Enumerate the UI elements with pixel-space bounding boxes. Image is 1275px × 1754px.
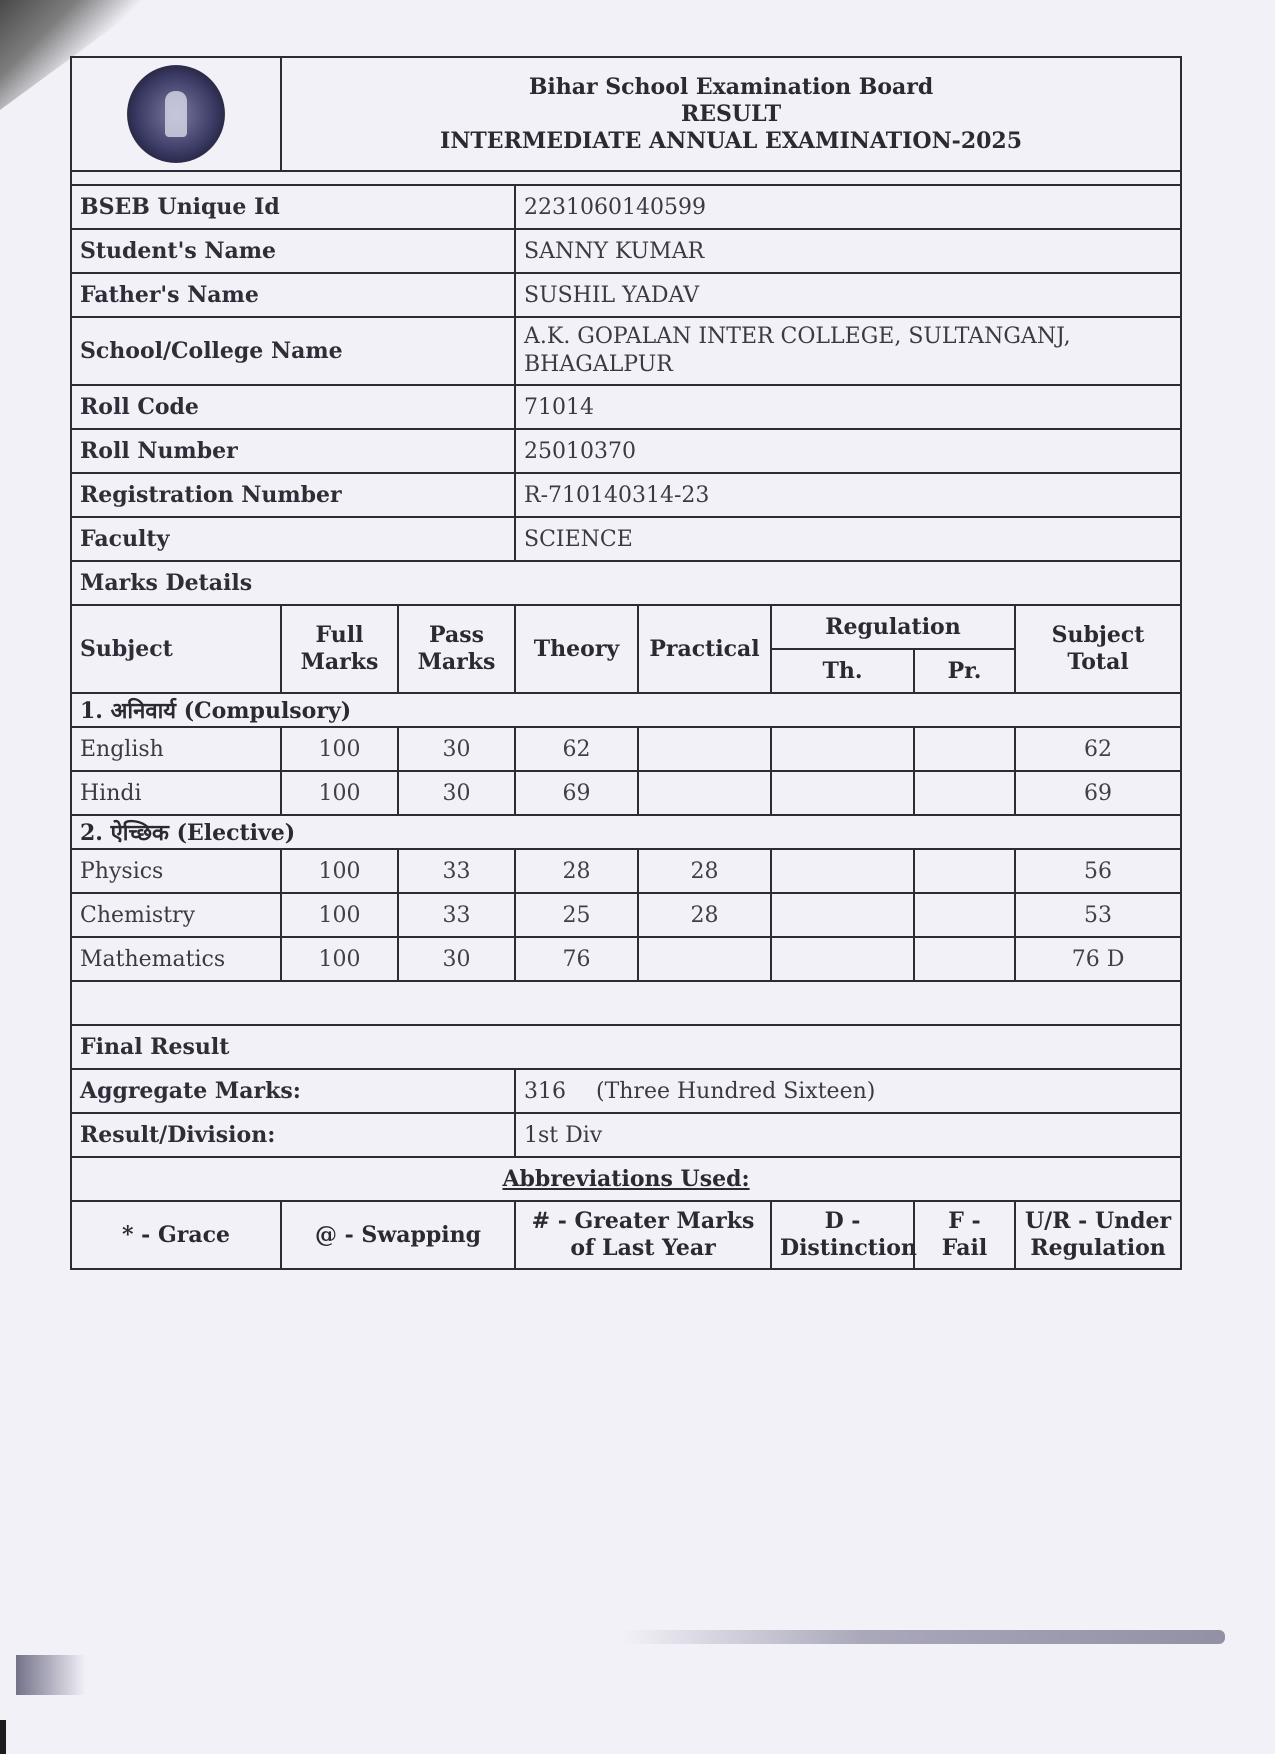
row-unique-id [71, 185, 1181, 229]
school-value: A.K. GOPALAN INTER COLLEGE, SULTANGANJ, BHAGALPUR [515, 317, 1181, 385]
theory-marks: 76 [515, 937, 638, 981]
reg-pr [914, 893, 1015, 937]
pass-marks: 30 [398, 937, 515, 981]
abbr-under-regulation: U/R - Under Regulation [1015, 1201, 1181, 1269]
group-compulsory [71, 693, 1181, 727]
row-student-name [71, 229, 1181, 273]
aggregate-value-cell [515, 1069, 1181, 1113]
practical-marks: 28 [638, 893, 771, 937]
subject-total: 62 [1015, 727, 1181, 771]
col-full-marks: Full Marks [281, 605, 398, 693]
practical-marks [638, 937, 771, 981]
theory-marks: 28 [515, 849, 638, 893]
full-marks: 100 [281, 893, 398, 937]
row-roll-code [71, 385, 1181, 429]
result-title: RESULT [680, 100, 782, 127]
father-name-label: Father's Name [71, 273, 515, 317]
bseb-seal-icon [127, 65, 225, 163]
scan-smudge-left [16, 1655, 86, 1695]
pass-marks: 30 [398, 771, 515, 815]
practical-marks [638, 727, 771, 771]
subject-name: Mathematics [71, 937, 281, 981]
row-division [71, 1113, 1181, 1157]
reg-th [771, 849, 914, 893]
table-row [71, 893, 1181, 937]
division-value: 1st Div [515, 1113, 1181, 1157]
result-sheet [70, 56, 1182, 1270]
marks-header-row-1 [71, 605, 1181, 649]
student-name-value: SANNY KUMAR [515, 229, 1181, 273]
final-result-label: Final Result [71, 1025, 1181, 1069]
reg-th [771, 771, 914, 815]
board-name: Bihar School Examination Board [528, 73, 934, 100]
unique-id-label: BSEB Unique Id [71, 185, 515, 229]
row-registration [71, 473, 1181, 517]
aggregate-words: (Three Hundred Sixteen) [596, 1078, 876, 1104]
abbr-grace: * - Grace [71, 1201, 281, 1269]
subject-total: 76 D [1015, 937, 1181, 981]
unique-id-value: 2231060140599 [515, 185, 1181, 229]
row-school [71, 317, 1181, 385]
logo-cell [71, 57, 281, 171]
subject-name: Chemistry [71, 893, 281, 937]
pass-marks: 33 [398, 849, 515, 893]
subject-total: 56 [1015, 849, 1181, 893]
faculty-label: Faculty [71, 517, 515, 561]
row-abbreviations-title [71, 1157, 1181, 1201]
full-marks: 100 [281, 771, 398, 815]
abbr-fail: F - Fail [914, 1201, 1015, 1269]
table-row [71, 727, 1181, 771]
faculty-value: SCIENCE [515, 517, 1181, 561]
reg-th [771, 937, 914, 981]
registration-label: Registration Number [71, 473, 515, 517]
full-marks: 100 [281, 937, 398, 981]
reg-th [771, 727, 914, 771]
row-father-name [71, 273, 1181, 317]
col-reg-pr: Pr. [914, 649, 1015, 693]
col-reg-th: Th. [771, 649, 914, 693]
practical-marks [638, 771, 771, 815]
abbreviations-row [71, 1201, 1181, 1269]
reg-pr [914, 727, 1015, 771]
aggregate-label: Aggregate Marks: [71, 1069, 515, 1113]
full-marks: 100 [281, 849, 398, 893]
roll-number-value: 25010370 [515, 429, 1181, 473]
col-subject: Subject [71, 605, 281, 693]
theory-marks: 62 [515, 727, 638, 771]
pass-marks: 30 [398, 727, 515, 771]
row-aggregate [71, 1069, 1181, 1113]
reg-th [771, 893, 914, 937]
col-subject-total: Subject Total [1015, 605, 1181, 693]
subject-total: 69 [1015, 771, 1181, 815]
pass-marks: 33 [398, 893, 515, 937]
reg-pr [914, 771, 1015, 815]
header-title [281, 57, 1181, 171]
elective-label: 2. ऐच्छिक (Elective) [71, 815, 1181, 849]
reg-pr [914, 849, 1015, 893]
row-faculty [71, 517, 1181, 561]
theory-marks: 69 [515, 771, 638, 815]
header-row [71, 57, 1181, 171]
spacer-row [71, 171, 1181, 185]
group-elective [71, 815, 1181, 849]
col-theory: Theory [515, 605, 638, 693]
roll-code-value: 71014 [515, 385, 1181, 429]
abbr-distinction: D - Distinction [771, 1201, 914, 1269]
exam-name: INTERMEDIATE ANNUAL EXAMINATION-2025 [440, 127, 1023, 154]
aggregate-value: 316 [524, 1078, 566, 1104]
registration-value: R-710140314-23 [515, 473, 1181, 517]
reg-pr [914, 937, 1015, 981]
subject-name: Hindi [71, 771, 281, 815]
division-label: Result/Division: [71, 1113, 515, 1157]
col-practical: Practical [638, 605, 771, 693]
subject-total: 53 [1015, 893, 1181, 937]
table-row [71, 849, 1181, 893]
compulsory-label: 1. अनिवार्य (Compulsory) [71, 693, 1181, 727]
empty-row [71, 981, 1181, 1025]
roll-number-label: Roll Number [71, 429, 515, 473]
theory-marks: 25 [515, 893, 638, 937]
roll-code-label: Roll Code [71, 385, 515, 429]
abbr-greater-marks: # - Greater Marks of Last Year [515, 1201, 771, 1269]
abbreviations-title-cell [71, 1157, 1181, 1201]
full-marks: 100 [281, 727, 398, 771]
abbr-swapping: @ - Swapping [281, 1201, 515, 1269]
subject-name: Physics [71, 849, 281, 893]
student-name-label: Student's Name [71, 229, 515, 273]
scan-smudge [620, 1630, 1225, 1644]
subject-name: English [71, 727, 281, 771]
table-row [71, 937, 1181, 981]
abbreviations-title: Abbreviations Used: [502, 1166, 750, 1192]
table-row [71, 771, 1181, 815]
practical-marks: 28 [638, 849, 771, 893]
row-final-result [71, 1025, 1181, 1069]
father-name-value: SUSHIL YADAV [515, 273, 1181, 317]
marks-details-label: Marks Details [71, 561, 1181, 605]
scan-edge [0, 1720, 6, 1754]
school-label: School/College Name [71, 317, 515, 385]
col-regulation: Regulation [771, 605, 1015, 649]
row-marks-details [71, 561, 1181, 605]
col-pass-marks: Pass Marks [398, 605, 515, 693]
row-roll-number [71, 429, 1181, 473]
